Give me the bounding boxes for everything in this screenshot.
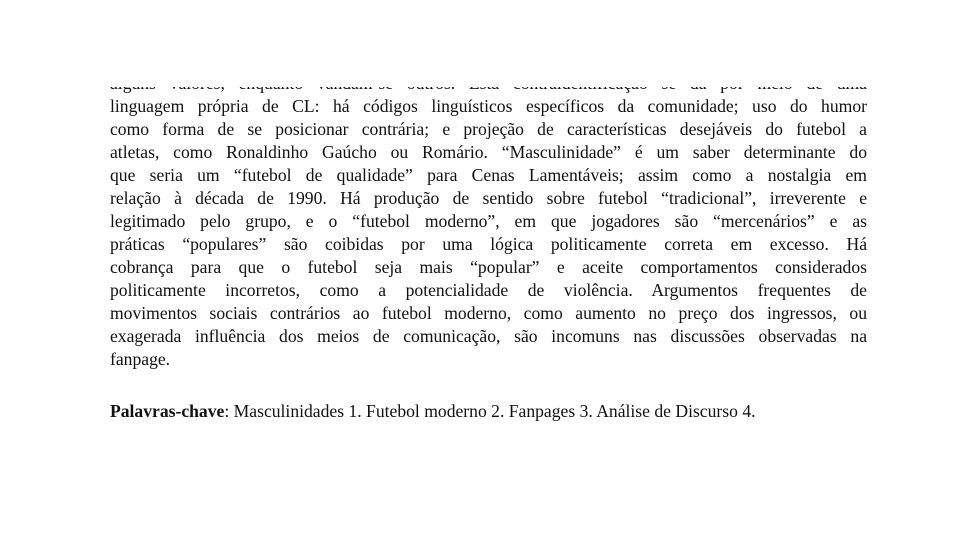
abstract-line: como forma de se posicionar contrária; e projeção de características desejáveis do futebol a: [110, 119, 867, 139]
abstract-line: práticas “populares” são coibidas por uma lógica politicamente correta em excesso. Há: [110, 234, 867, 254]
keywords-line: [110, 400, 867, 423]
abstract-line: exagerada influência dos meios de comunicação, são incomuns nas discussões observadas na: [110, 326, 867, 346]
abstract-line: atletas, como Ronaldinho Gaúcho ou Romário. “Masculinidade” é um saber determinante do: [110, 142, 867, 162]
keywords-text: Masculinidades 1. Futebol moderno 2. Fanpages 3. Análise de Discurso 4.: [233, 401, 756, 421]
abstract-line: fanpage.: [110, 349, 171, 369]
keywords-separator: :: [224, 401, 234, 421]
abstract-line: cobrança para que o futebol seja mais “popular” e aceite comportamentos considerados: [110, 257, 867, 277]
top-crop-mask: [0, 0, 960, 87]
abstract-line: linguagem própria de CL: há códigos linguísticos específicos da comunidade; uso do humor: [110, 96, 867, 116]
keywords-label: Palavras-chave: [110, 401, 225, 421]
abstract-line: que seria um “futebol de qualidade” para Cenas Lamentáveis; assim como a nostalgia em: [110, 165, 867, 185]
abstract-line: legitimado pelo grupo, e o “futebol moderno”, em que jogadores são “mercenários” e as: [110, 211, 867, 231]
abstract-line: relação à década de 1990. Há produção de sentido sobre futebol “tradicional”, irreverente e: [110, 188, 867, 208]
abstract-line: politicamente incorretos, como a potencialidade de violência. Argumentos frequentes de: [110, 280, 867, 300]
abstract-paragraph: [110, 72, 867, 371]
abstract-line: movimentos sociais contrários ao futebol moderno, como aumento no preço dos ingressos, ou: [110, 303, 867, 323]
